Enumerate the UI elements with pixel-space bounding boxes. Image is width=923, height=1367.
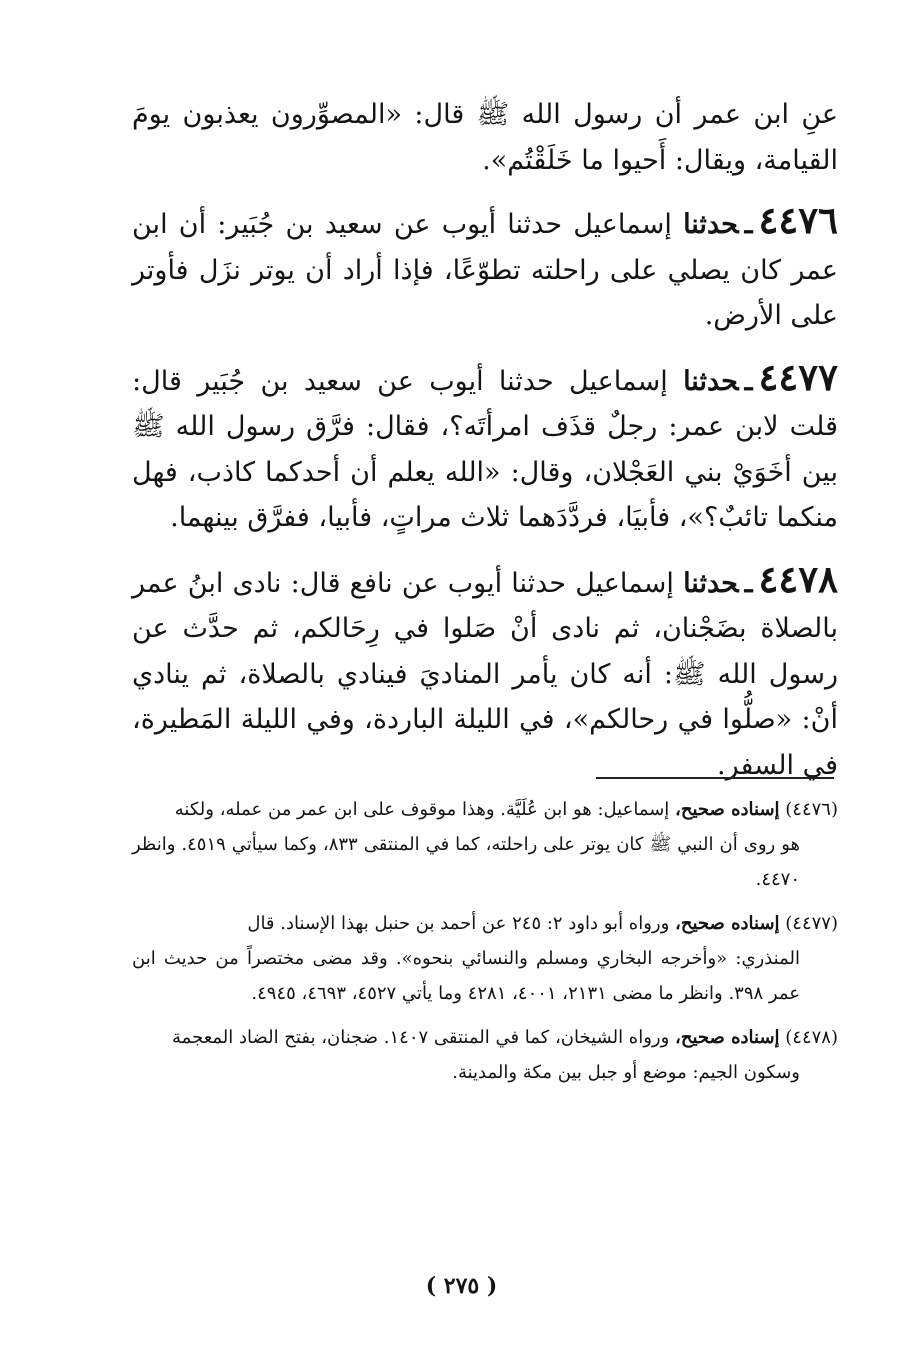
- footnote-label: إسناده صحيح،: [675, 913, 780, 934]
- hadith-text: إسماعيل حدثنا أيوب عن سعيد بن جُبَير قال: قلت لابن عمر: رجلٌ قذَف امرأتَه؟، فقال: فرَّق رسول الله ﷺ بين أخَوَيْ بني العَجْلان، وقال: «الله يعلم أن أحدكما كاذب، فهل منكما تائبٌ؟»، فأبيَا، فردَّدَهما ثلاث مراتٍ، فأبيا، ففرَّق بينهما.: [132, 365, 838, 533]
- hadith-dash: ـ: [744, 365, 753, 397]
- intro-paragraph: [132, 92, 838, 183]
- hadith-number: ٤٤٧٨: [758, 556, 838, 601]
- hadith-dash: ـ: [744, 209, 753, 240]
- footnote-ref: (٤٤٧٧): [785, 913, 838, 934]
- footnote-ref: (٤٤٧٨): [785, 1027, 838, 1048]
- hadith-keyword: حدثنا: [683, 209, 739, 240]
- hadith-keyword: حدثنا: [683, 365, 739, 397]
- hadith-number: ٤٤٧٧: [758, 354, 838, 399]
- footnote-4477: [132, 906, 838, 1011]
- page-number: ( ٢٧٥ ): [425, 1273, 498, 1299]
- main-text: [132, 92, 838, 804]
- hadith-4478: [132, 557, 838, 789]
- hadith-number: ٤٤٧٦: [758, 198, 838, 242]
- footnote-continuation: المنذري: «وأخرجه البخاري ومسلم والنسائي بنحوه». وقد مضى مختصراً من حديث ابن عمر ٣٩٨. وانظر ما مضى ٢١٣١، ٤٠٠١، ٤٢٨١ وما يأتي ٤٥٢٧، ٤٦٩٣، ٤٩٤٥.: [132, 948, 800, 1004]
- footnote-label: إسناده صحيح،: [675, 1027, 780, 1048]
- footnote-divider: [596, 777, 834, 779]
- footnote-first-line: إسماعيل: هو ابن عُلَيَّة. وهذا موقوف على ابن عمر من عمله، ولكنه: [174, 799, 670, 820]
- footnotes: [132, 792, 838, 1099]
- footnote-4478: [132, 1020, 838, 1090]
- footnote-4476: [132, 792, 838, 897]
- hadith-text: إسماعيل حدثنا أيوب عن سعيد بن جُبَير: أن ابن عمر كان يصلي على راحلته تطوّعًا، فإذا أراد أن يوتر نزَل فأوتر على الأرض.: [132, 209, 838, 331]
- hadith-keyword: حدثنا: [683, 567, 739, 599]
- footnote-continuation: وسكون الجيم: موضع أو جبل بين مكة والمدينة.: [452, 1062, 800, 1083]
- footnote-first-line: ورواه الشيخان، كما في المنتقى ١٤٠٧. ضجنان، بفتح الضاد المعجمة: [172, 1027, 670, 1048]
- hadith-dash: ـ: [744, 567, 753, 599]
- intro-text: عنِ ابن عمر أن رسول الله ﷺ قال: «المصوِّرون يعذبون يومَ القيامة، ويقال: أَحيوا ما خَلَقْتُم».: [132, 99, 838, 176]
- hadith-4476: [132, 198, 838, 339]
- hadith-text: إسماعيل حدثنا أيوب عن نافع قال: نادى ابنُ عمر بالصلاة بضَجْنان، ثم نادى أنْ صَلوا في رِحَالكم، ثم حدَّث عن رسول الله ﷺ: أنه كان يأمر المناديَ فينادي بالصلاة، ثم ينادي أنْ: «صلُّوا في رحالكم»، في الليلة الباردة، وفي الليلة المَطيرة، في السفر.: [132, 567, 838, 781]
- footnote-first-line: ورواه أبو داود ٢: ٢٤٥ عن أحمد بن حنبل بهذا الإسناد. قال: [247, 913, 670, 934]
- footnote-continuation: هو روى أن النبي ﷺ كان يوتر على راحلته، كما في المنتقى ٨٣٣، وكما سيأتي ٤٥١٩. وانظر ٤٤٧٠.: [132, 834, 800, 890]
- footnote-ref: (٤٤٧٦): [785, 799, 838, 820]
- hadith-4477: [132, 355, 838, 541]
- footnote-label: إسناده صحيح،: [675, 799, 780, 820]
